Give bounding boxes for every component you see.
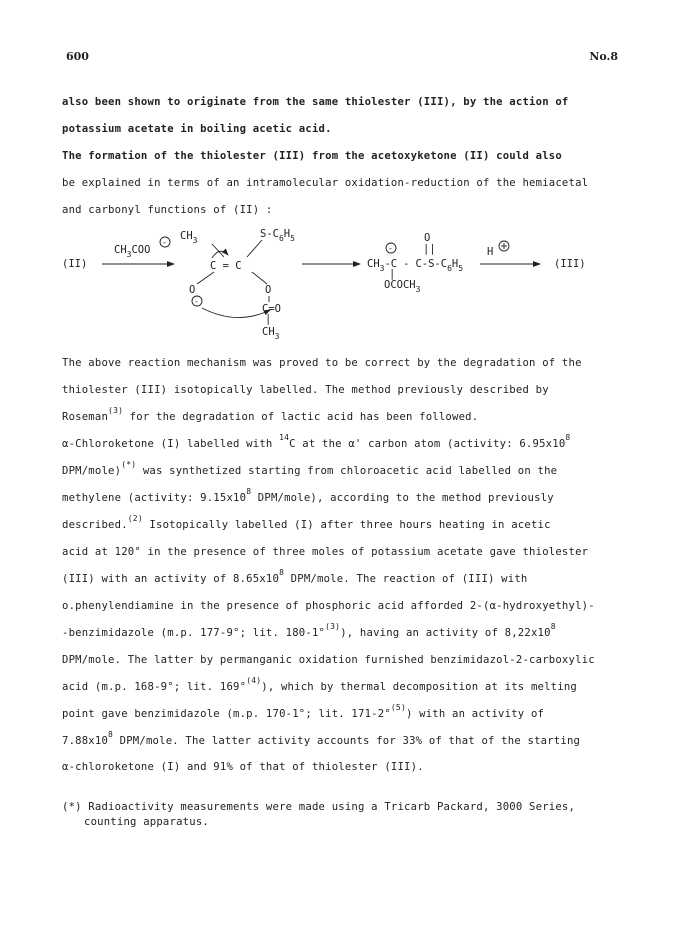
- enol-double-bond: C = C: [210, 260, 242, 272]
- para2-line-3: Roseman$^{(3)}$ for the degradation of lactic acid has been followed.: [62, 406, 479, 423]
- footnote-mark: (*): [62, 801, 82, 813]
- svg-text:-: -: [194, 297, 199, 306]
- carbonyl-group: C=O: [262, 303, 281, 315]
- acetate-reagent: $CH_3COO$: [114, 244, 151, 259]
- oxygen-right: O: [265, 284, 272, 296]
- para2-line-10: o.phenylendiamine in the presence of phosphoric acid afforded 2-(α-hydroxyethyl)-: [62, 600, 595, 612]
- oxygen-left: O: [189, 284, 196, 296]
- para2-line-5: DPM/mole)(*) was synthetized starting from chloroacetic acid labelled on the: [62, 460, 558, 477]
- para2-line-11: -benzimidazole (m.p. 177-9°; lit. 180-1°$^{(3)}$), having an activity of $8,22x10^8$: [62, 622, 556, 639]
- footnote: (*) Radioactivity measurements were made using a Tricarb Packard, 3000 Series, counting apparatus.: [62, 801, 576, 828]
- para1-line-3: The formation of the thiolester (III) from the acetoxyketone (II) could also: [62, 150, 562, 162]
- compound-ii-label: (II): [62, 258, 88, 270]
- para2-line-4: α-Chloroketone (I) labelled with $^{14}$C at the α' carbon atom (activity: $6.95x10^8$: [62, 433, 571, 450]
- para2-line-15: $7.88x10^8$ DPM/mole. The latter activity accounts for 33% of that of the starting: [62, 730, 581, 747]
- svg-text:|: |: [389, 268, 396, 280]
- para2-line-16: α-chloroketone (I) and 91% of that of thiolester (III).: [62, 761, 424, 773]
- para2-line-2: thiolester (III) isotopically labelled. The method previously described by: [62, 384, 549, 396]
- svg-text:-: -: [162, 238, 167, 247]
- reaction-scheme: [62, 222, 622, 344]
- methyl-group: $CH_3$: [180, 230, 198, 245]
- compound-iii-label: (III): [554, 258, 586, 270]
- reference-mark: (4): [246, 676, 262, 685]
- reference-mark: (5): [390, 703, 406, 712]
- footnote-mark: (*): [121, 460, 137, 469]
- proton-label: H: [487, 246, 494, 258]
- para2-line-12: DPM/mole. The latter by permanganic oxidation furnished benzimidazol-2-carboxylic: [62, 654, 595, 666]
- svg-text:||: ||: [423, 243, 436, 255]
- para1-line-1: also been shown to originate from the same thiolester (III), by the action of: [62, 96, 569, 108]
- para2-line-7: described.$^{(2)}$ Isotopically labelled (I) after three hours heating in acetic: [62, 514, 551, 531]
- para1-line-2: potassium acetate in boiling acetic acid.: [62, 123, 332, 135]
- para2-line-1: The above reaction mechanism was proved to be correct by the degradation of the: [62, 357, 582, 369]
- para2-line-13: acid (m.p. 168-9°; lit. 169°$^{(4)}$), which by thermal decomposition at its melting: [62, 676, 577, 693]
- reference-mark: (3): [325, 622, 341, 631]
- electron-shift-arrow: [202, 308, 270, 318]
- para1-line-4: be explained in terms of an intramolecular oxidation-reduction of the hemiacetal: [62, 177, 589, 189]
- acetoxy-group: $OCOCH_3$: [384, 279, 421, 294]
- phenylthio-group: $S-C_6H_5$: [260, 228, 295, 243]
- para2-line-6: methylene (activity: $9.15x10^8$ DPM/mole), according to the method previously: [62, 487, 554, 504]
- svg-text:-: -: [388, 244, 393, 253]
- reference-mark: (2): [127, 514, 143, 523]
- para2-line-8: acid at 120° in the presence of three moles of potassium acetate gave thiolester: [62, 546, 589, 558]
- product-formula: $CH_3-C - C-S-C_6H_5$: [367, 258, 464, 273]
- product-oxygen: O: [424, 232, 431, 244]
- svg-text:|: |: [265, 313, 272, 325]
- para1-line-5: and carbonyl functions of (II) :: [62, 204, 273, 216]
- para2-line-14: point gave benzimidazole (m.p. 170-1°; lit. 171-2°$^{(5)}$) with an activity of: [62, 703, 545, 720]
- methyl-group: $CH_3$: [262, 326, 280, 341]
- para2-line-9: (III) with an activity of $8.65x10^8$ DPM/mole. The reaction of (III) with: [62, 568, 528, 585]
- page-number: 600: [66, 50, 89, 63]
- reference-mark: (3): [108, 406, 124, 415]
- journal-issue-number: No.8: [589, 50, 618, 63]
